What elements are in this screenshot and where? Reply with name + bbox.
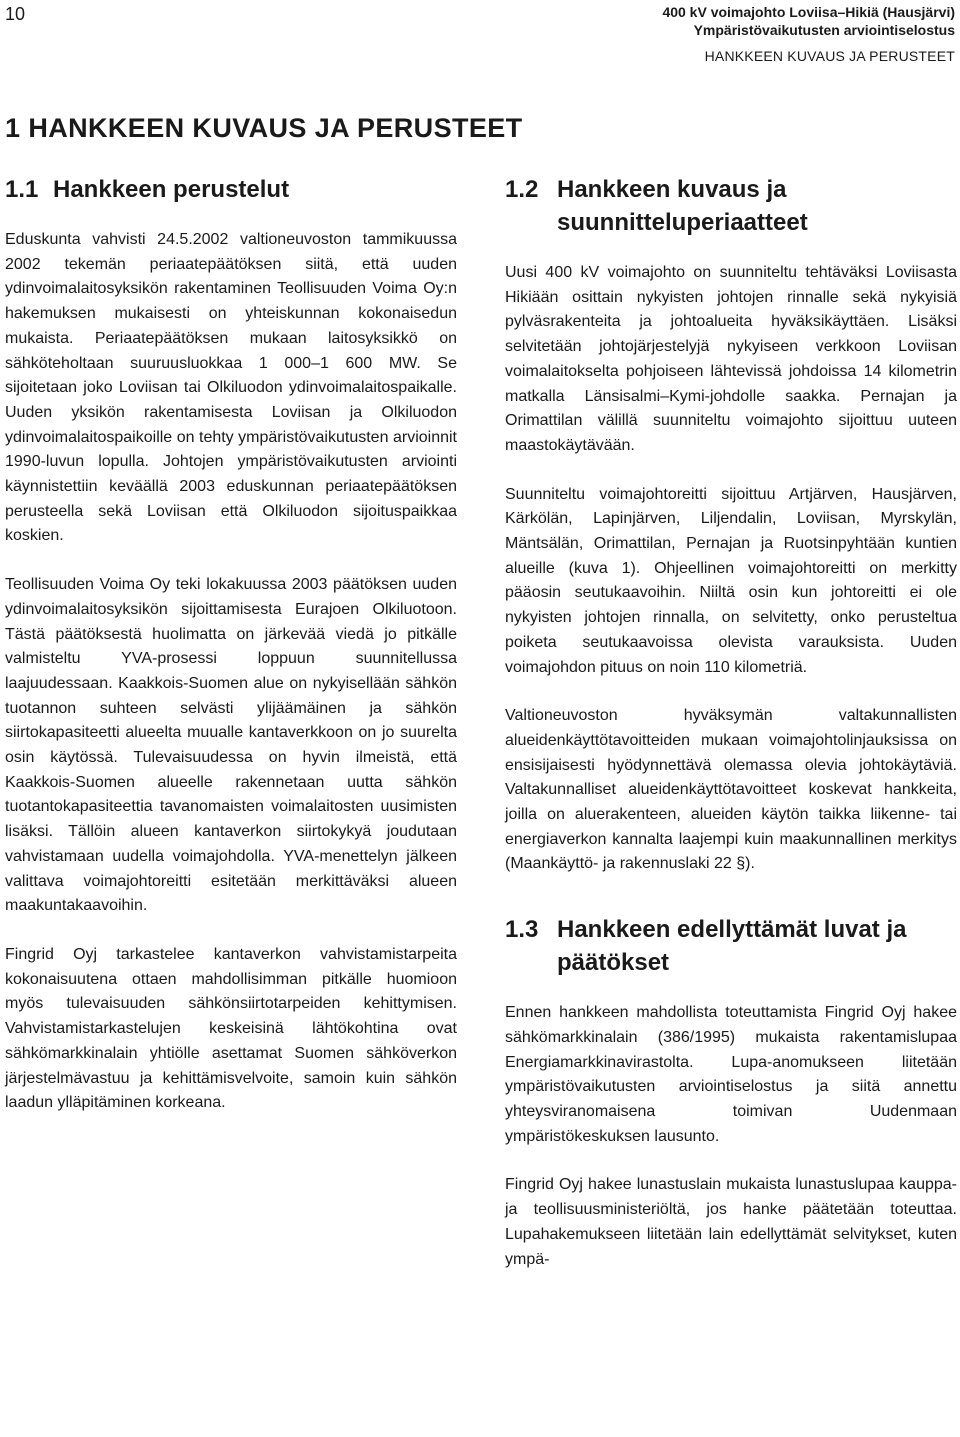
paragraph: Uusi 400 kV voimajohto on suunniteltu tehtäväksi Loviisasta Hikiään osittain nykyisten johtojen rinnalle sekä nykyisiä pylväsrakenteita ja johtoalueita hyväksikäyttäen. Lisäksi selvitetään johtojärjestelyjä nykyiseen verkkoon Loviisan voimalaitokselta pohjoiseen lähtevissä johdoissa 14 kilometrin matkalla Länsisalmi–Kymi-johdolle saakka. Pernajan ja Orimattilan välillä suunniteltu voimajohto sijoittuu uuteen maastokäytävään. [505,264,957,454]
paragraph: Suunniteltu voimajohtoreitti sijoittuu Artjärven, Hausjärven, Kärkölän, Lapinjärven, Liljendalin, Loviisan, Myrskylän, Mäntsälän, Orimattilan, Pernajan ja Ruotsinpyhtään kuntien alueille (kuva 1). Ohjeellinen voimajohtoreitti on merkitty pääosin seutukaavoihin. Niiltä osin kun johtoreitti ei ole nykyisten johtojen rinnalla, on selvitetty, onko perusteltua poiketa seutukaavoissa olevista varauksista. Uuden voimajohdon pituus on noin 110 kilometriä. [505,485,957,676]
paragraph: Eduskunta vahvisti 24.5.2002 valtioneuvoston tammikuussa 2002 tekemän periaatepäätöksen siitä, että uuden ydinvoimalaitosyksikön rakentaminen Teollisuuden Voima Oy:n hakemuksen mukaisesti on yhteiskunnan kokonaisedun mukaista. Periaatepäätöksen mukaan laitosyksikkö on sähköteholtaan suuruusluokkaa 1 000–1 600 MW. Se sijoitetaan joko Loviisan tai Olkiluodon ydinvoimalaitospaikalle. Uuden yksikön rakentamisesta Loviisan ja Olkiluodon ydinvoimalaitospaikoille on tehty ympäristövaikutusten arvioinnit 1990-luvun lopulla. Johtojen ympäristövaikutusten arviointi käynnistettiin keväällä 2003 eduskunnan periaatepäätöksen perusteella sekä Loviisan että Olkiluodon sijoituspaikkaa koskien. [5,231,457,545]
document-subtitle: Ympäristövaikutusten arviointiselostus [693,22,955,38]
section-number: 1.2 [505,176,539,203]
section-heading-1-3 [505,913,957,979]
paragraph: Fingrid Oyj tarkastelee kantaverkon vahvistamistarpeita kokonaisuutena ottaen mahdollisimman pitkälle huomioon myös tulevaisuuden sähkönsiirtotarpeiden kehittymisen. Vahvistamistarkastelujen keskeisinä lähtökohtina ovat sähkömarkkinalain yhtiölle asettamat Suomen sähköverkon järjestelmävastuu ja kehittämisvelvoite, samoin kuin sähkön laadun ylläpitäminen korkeana. [5,945,457,1112]
left-column [5,173,457,1140]
section-number: 1.3 [505,916,539,944]
section-title: Hankkeen perustelut [53,176,290,203]
paragraph: Teollisuuden Voima Oy teki lokakuussa 2003 päätöksen uuden ydinvoimalaitosyksikön sijoittamisesta Eurajoen Olkiluotoon. Tästä päätöksestä huolimatta on järkevää viedä jo pitkälle valmisteltu YVA-prosessi loppuun suunnitellussa laajuudessaan. Kaakkois-Suomen alue on nykyisellään sähkön tuotannon suhteen selvästi ylijäämäinen ja sähkön siirtokapasiteetti alueelta muualle kantaverkkoon on jo suurelta osin käytössä. Tulevaisuudessa on hyvin ilmeistä, että Kaakkois-Suomen alueelle rakennetaan uutta sähkön tuotantokapasiteettia tavanomaisten voimalaitosten uusimisten lisäksi. Tällöin alueen kantaverkon siirtokykyä joudutaan vahvistamaan uudella voimajohdolla. YVA-menettelyn jälkeen valittava voimajohtoreitti esitetään merkittäväksi alueen maakuntakaavoihin. [5,576,457,915]
page-number: 10 [5,4,26,24]
paragraph: Fingrid Oyj hakee lunastuslain mukaista lunastuslupaa kauppa- ja teollisuusministeriöltä, jos hanke päätetään toteuttaa. Lupahakemukseen liitetään lain edellyttämät selvitykset, kuten ympä- [505,1176,957,1268]
paragraph: Ennen hankkeen mahdollista toteuttamista Fingrid Oyj hakee sähkömarkkinalain (386/1995) mukaista rakentamislupaa Energiamarkkinavirastolta. Lupa-anomukseen liitetään ympäristövaikutusten arviointiselostus ja siitä annettu yhteysviranomaisena toimivan Uudenmaan ympäristökeskuksen lausunto. [505,1004,957,1145]
right-column [505,173,957,1296]
chapter-title: 1 HANKKEEN KUVAUS JA PERUSTEET [5,113,523,143]
section-number: 1.1 [5,176,39,203]
section-title: Hankkeen edellyttämät luvat ja päätökset [557,916,907,977]
running-header [662,3,955,65]
running-section-title: HANKKEEN KUVAUS JA PERUSTEET [704,48,955,64]
paragraph: Valtioneuvoston hyväksymän valtakunnallisten alueidenkäyttötavoitteiden mukaan voimajohtolinjauksissa on ensisijaisesti hyödynnettävä olemassa olevia johtokäytäviä. Valtakunnalliset alueidenkäyttötavoitteet koskevat hankkeita, joilla on aluerakenteen, alueiden käytön taikka liikenne- tai energiaverkon kannalta laajempi kuin maakunnallinen merkitys (Maankäyttö- ja rakennuslaki 22 §). [505,707,957,873]
document-title: 400 kV voimajohto Loviisa–Hikiä (Hausjärvi) [662,4,955,20]
section-title: Hankkeen kuvaus ja suunnitteluperiaatteet [557,176,808,236]
section-heading-1-1 [5,173,457,206]
section-heading-1-2 [505,173,957,239]
